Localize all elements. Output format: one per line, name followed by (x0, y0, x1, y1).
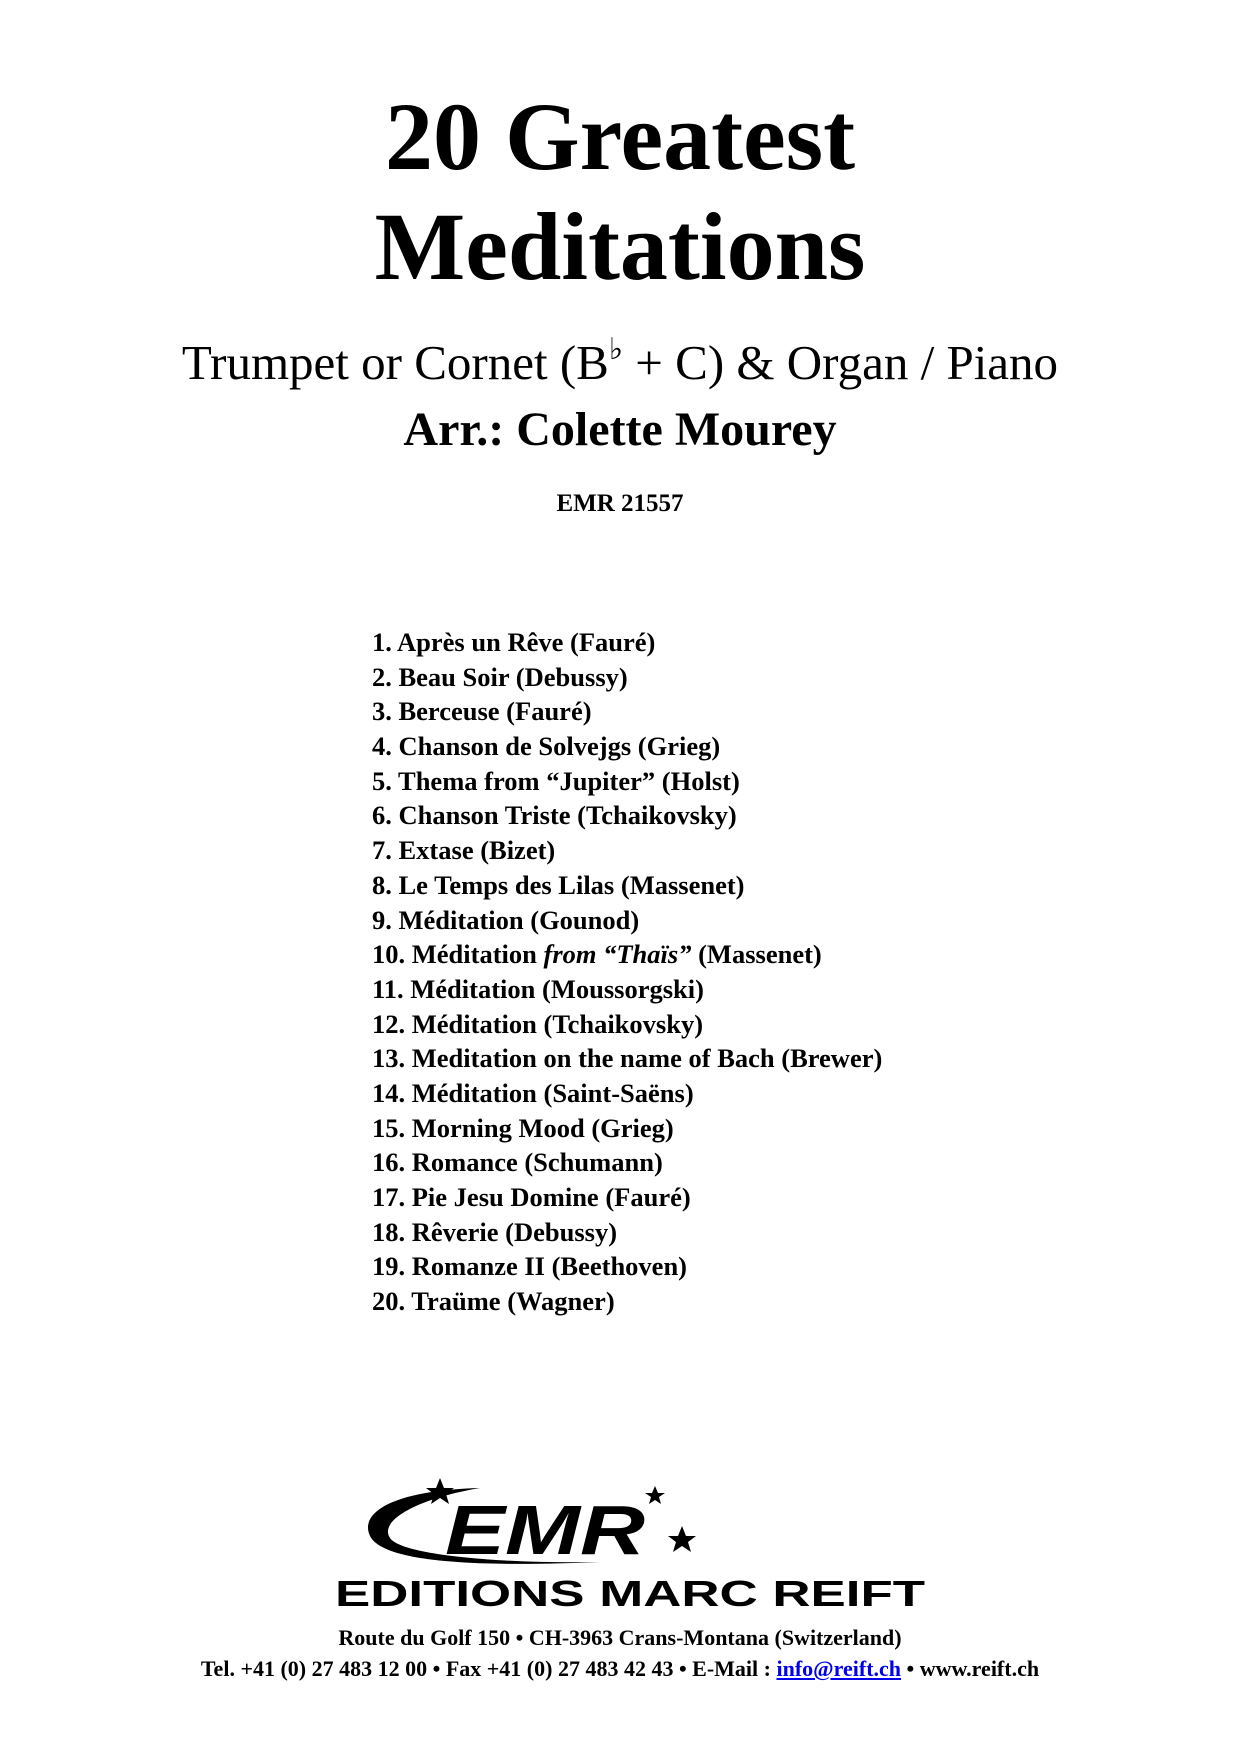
publisher-contact (0, 1654, 1240, 1684)
contents-item: 4. Chanson de Solvejgs (Grieg) (372, 731, 721, 762)
contents-item-suffix: (Massenet) (691, 939, 822, 970)
contents-item-prefix: 10. Méditation (372, 939, 544, 970)
arranger-credit: Arr.: Colette Mourey (403, 403, 837, 456)
contact-website: • www.reift.ch (901, 1656, 1040, 1681)
editions-marc-reift-wordmark: EDITIONS MARC REIFT (335, 1573, 926, 1613)
contents-item: 2. Beau Soir (Debussy) (372, 661, 628, 692)
emr-logo-text: EMR (445, 1491, 646, 1569)
star-icon (645, 1486, 665, 1504)
contents-item: 9. Méditation (Gounod) (372, 904, 640, 935)
contents-item: 7. Extase (Bizet) (372, 835, 556, 866)
contact-phone-fax: Tel. +41 (0) 27 483 12 00 • Fax +41 (0) 27 483 42 43 • E-Mail : (200, 1656, 777, 1681)
publisher-address: Route du Golf 150 • CH-3963 Crans-Montana (Switzerland) (338, 1625, 902, 1650)
subtitle-part-2: + C) & Organ / Piano (623, 335, 1059, 390)
flat-sign: ♭ (608, 333, 624, 366)
contents-item: 8. Le Temps des Lilas (Massenet) (372, 869, 745, 900)
contents-item: 6. Chanson Triste (Tchaikovsky) (372, 800, 737, 831)
star-icon (668, 1526, 696, 1552)
contents-item: 14. Méditation (Saint-Saëns) (372, 1077, 694, 1108)
contents-item: 19. Romanze II (Beethoven) (372, 1251, 688, 1282)
contents-item (372, 937, 882, 972)
emr-publisher-logo (330, 1478, 930, 1613)
contents-list (372, 625, 882, 1319)
title-line-2: Meditations (374, 193, 866, 300)
contents-item: 20. Traüme (Wagner) (372, 1286, 615, 1317)
contents-item: 13. Meditation on the name of Bach (Brewer) (372, 1043, 883, 1074)
title-line-1: 20 Greatest (384, 83, 856, 190)
instrumentation-subtitle (0, 320, 1240, 393)
contents-item: 18. Rêverie (Debussy) (372, 1216, 618, 1247)
contents-item: 16. Romance (Schumann) (372, 1147, 663, 1178)
contents-item: 17. Pie Jesu Domine (Fauré) (372, 1182, 691, 1212)
contents-item: 15. Morning Mood (Grieg) (372, 1112, 674, 1143)
contents-item: 1. Après un Rêve (Fauré) (372, 627, 656, 657)
contents-item-italic: from “Thaïs” (543, 939, 692, 970)
contents-item: 12. Méditation (Tchaikovsky) (372, 1008, 704, 1039)
contents-item: 3. Berceuse (Fauré) (372, 696, 592, 727)
subtitle-part-1: Trumpet or Cornet (B (181, 335, 609, 390)
email-link[interactable]: info@reift.ch (776, 1656, 902, 1681)
contents-item: 11. Méditation (Moussorgski) (372, 973, 704, 1004)
catalog-number: EMR 21557 (556, 490, 684, 517)
contents-item: 5. Thema from “Jupiter” (Holst) (372, 765, 740, 796)
